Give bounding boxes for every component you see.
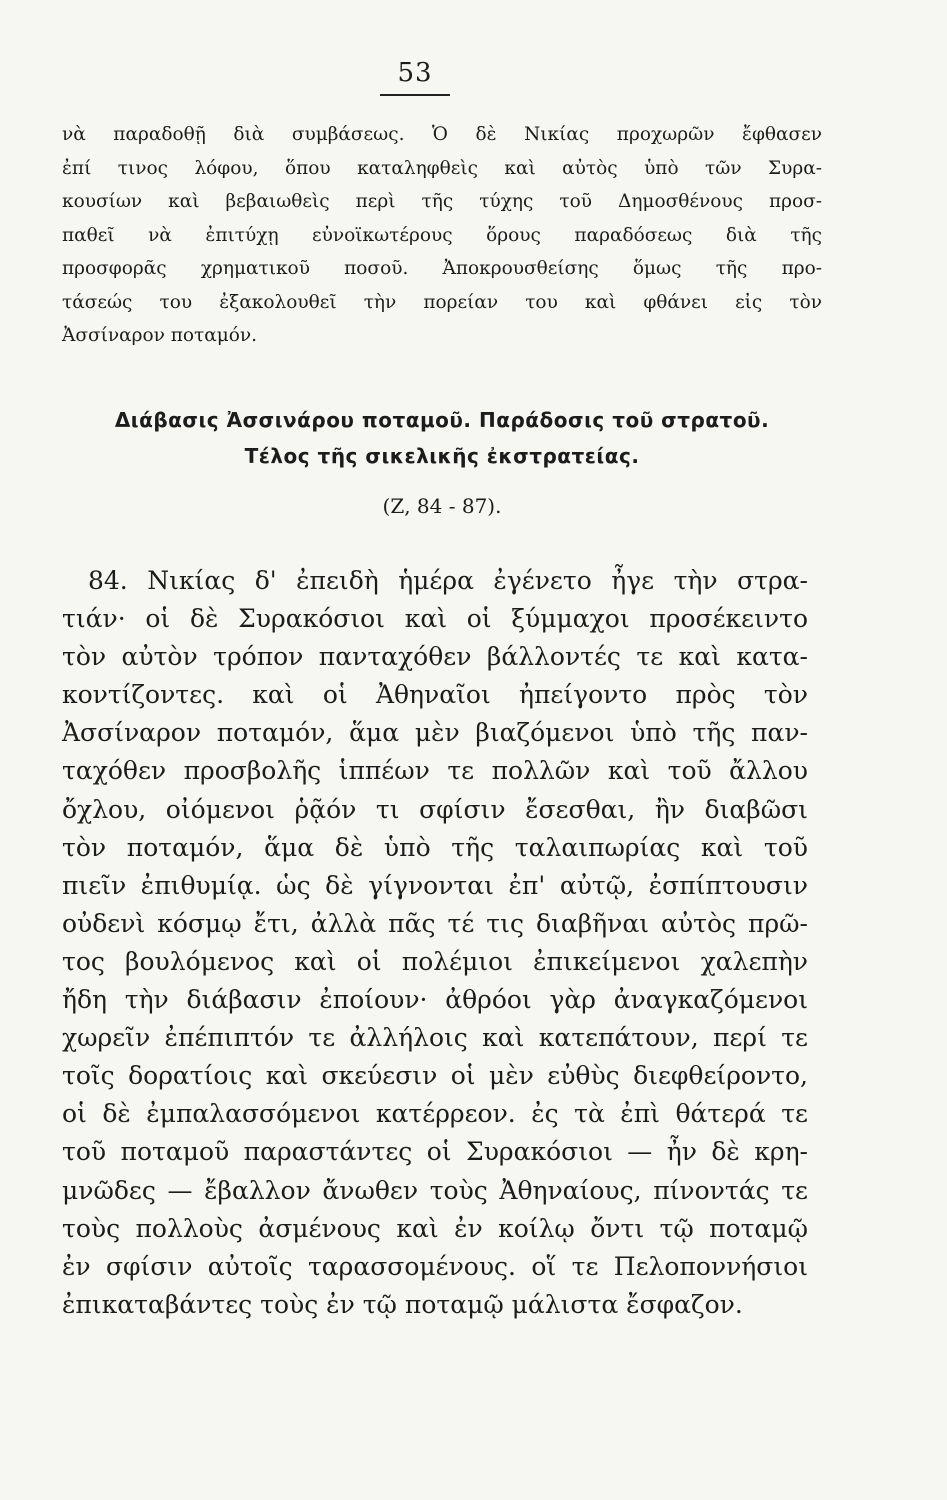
text-line: τιάν· οἱ δὲ Συρακόσιοι καὶ οἱ ξύμμαχοι προσέκειντο xyxy=(62,604,808,634)
text-line: οὐδενὶ κόσμῳ ἔτι, ἀλλὰ πᾶς τέ τις διαβῆναι αὐτὸς πρῶ- xyxy=(62,908,808,938)
text-line: τοῖς δορατίοις καὶ σκεύεσιν οἱ μὲν εὐθὺς διεφθείροντο, xyxy=(62,1061,808,1091)
section-heading-line-2: Τέλος τῆς σικελικῆς ἐκστρατείας. xyxy=(244,444,640,468)
intro-paragraph xyxy=(62,118,822,353)
text-line: ὄχλου, οἰόμενοι ῥᾷόν τι σφίσιν ἔσεσθαι, ἢν διαβῶσι xyxy=(62,794,808,824)
text-line: ἐπικαταβάντες τοὺς ἐν τῷ ποταμῷ μάλιστα ἔσφαζον. xyxy=(62,1289,743,1319)
chapter-reference: (Ζ, 84 - 87). xyxy=(382,494,502,518)
text-line: τὸν ποταμόν, ἅμα δὲ ὑπὸ τῆς ταλαιπωρίας καὶ τοῦ xyxy=(62,832,808,862)
text-line: ταχόθεν προσβολῆς ἱππέων τε πολλῶν καὶ τοῦ ἄλλου xyxy=(62,756,808,786)
page-number: 53 xyxy=(397,58,433,88)
text-line: τοὺς πολλοὺς ἀσμένους καὶ ἐν κοίλῳ ὄντι τῷ ποταμῷ xyxy=(62,1213,808,1243)
text-line: ἤδη τὴν διάβασιν ἐποίουν· ἀθρόοι γὰρ ἀναγκαζόμενοι xyxy=(62,985,808,1015)
text-line: μνῶδες — ἔβαλλον ἄνωθεν τοὺς Ἀθηναίους, πίνοντάς τε xyxy=(62,1175,808,1205)
text-line: τὸν αὐτὸν τρόπον πανταχόθεν βάλλοντές τε καὶ κατα- xyxy=(62,642,808,672)
text-line: τος βουλόμενος καὶ οἱ πολέμιοι ἐπικείμενοι χαλεπὴν xyxy=(62,946,808,976)
section-heading-line-1: Διάβασις Ἀσσινάρου ποταμοῦ. Παράδοσις τοῦ στρατοῦ. xyxy=(114,408,770,432)
text-line: πιεῖν ἐπιθυμίᾳ. ὡς δὲ γίγνονται ἐπ' αὐτῷ, ἐσπίπτουσιν xyxy=(62,870,808,900)
main-text-paragraph xyxy=(62,562,808,1324)
text-line: οἱ δὲ ἐμπαλασσόμενοι κατέρρεον. ἐς τὰ ἐπὶ θάτερά τε xyxy=(62,1099,808,1129)
text-line: κοντίζοντες. καὶ οἱ Ἀθηναῖοι ἠπείγοντο πρὸς τὸν xyxy=(62,680,808,710)
text-line: χωρεῖν ἐπέπιπτόν τε ἀλλήλοις καὶ κατεπάτουν, περί τε xyxy=(62,1023,808,1053)
intro-line: ἐπί τινος λόφου, ὅπου καταληφθεὶς καὶ αὐτὸς ὑπὸ τῶν Συρα- xyxy=(62,157,822,179)
intro-line: Ἀσσίναρον ποταμόν. xyxy=(62,325,258,346)
text-line: 84. Νικίας δ' ἐπειδὴ ἡμέρα ἐγένετο ἦγε τὴν στρα- xyxy=(88,566,808,595)
intro-line: προσφορᾶς χρηματικοῦ ποσοῦ. Ἀποκρουσθείσης ὅμως τῆς προ- xyxy=(62,258,822,279)
text-line: τοῦ ποταμοῦ παραστάντες οἱ Συρακόσιοι — ἦν δὲ κρη- xyxy=(62,1137,808,1167)
intro-line: παθεῖ νὰ ἐπιτύχῃ εὐνοϊκωτέρους ὅρους παραδόσεως διὰ τῆς xyxy=(62,224,822,246)
page-number-underline xyxy=(380,94,450,96)
intro-line: τάσεώς του ἐξακολουθεῖ τὴν πορείαν του καὶ φθάνει εἰς τὸν xyxy=(62,291,822,313)
intro-line: κουσίων καὶ βεβαιωθεὶς περὶ τῆς τύχης τοῦ Δημοσθένους προσ- xyxy=(62,191,822,212)
text-line: Ἀσσίναρον ποταμόν, ἅμα μὲν βιαζόμενοι ὑπὸ τῆς παν- xyxy=(62,718,808,748)
section-heading xyxy=(62,402,822,474)
intro-line: νὰ παραδοθῇ διὰ συμβάσεως. Ὁ δὲ Νικίας προχωρῶν ἔφθασεν xyxy=(62,124,822,145)
text-line: ἐν σφίσιν αὐτοῖς ταρασσομένους. οἵ τε Πελοποννήσιοι xyxy=(62,1251,808,1281)
